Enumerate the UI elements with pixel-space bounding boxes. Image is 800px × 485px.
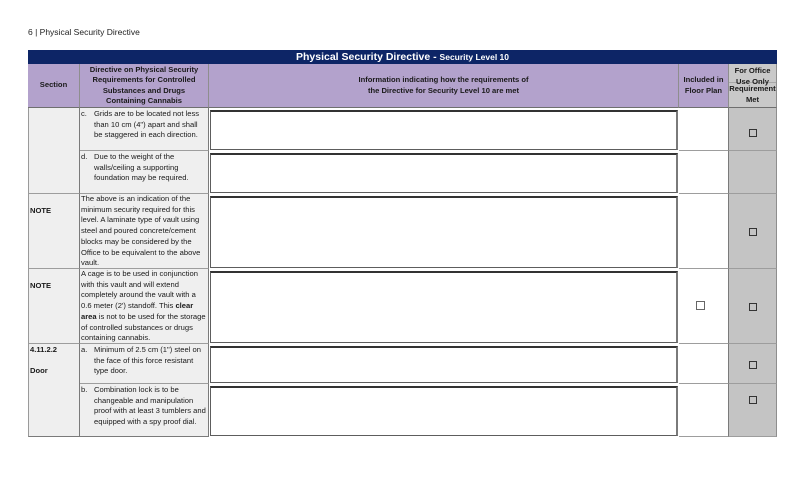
table-row xyxy=(28,384,777,437)
column-header-information-line1: Information indicating how the requirements of xyxy=(358,75,529,84)
information-input[interactable] xyxy=(210,346,678,383)
information-input[interactable] xyxy=(210,153,678,193)
column-header-requirement-met: Requirement Met xyxy=(729,84,776,104)
information-input[interactable] xyxy=(210,271,678,343)
section-subtitle: Door xyxy=(30,366,48,375)
column-header-office-use-label: For Office Use Only xyxy=(729,64,776,83)
office-use-cell xyxy=(729,108,777,151)
office-use-cell xyxy=(729,151,777,194)
requirement-met-checkbox[interactable] xyxy=(749,396,757,404)
information-cell xyxy=(209,151,679,194)
table-title-main: Physical Security Directive - xyxy=(295,51,440,63)
column-header-information xyxy=(209,64,679,108)
section-label: NOTE xyxy=(30,281,52,290)
directive-cell xyxy=(80,344,209,384)
item-label: a. xyxy=(81,345,88,354)
information-cell xyxy=(209,269,679,344)
requirement-met-checkbox[interactable] xyxy=(749,228,757,236)
information-cell xyxy=(209,384,679,437)
section-cell xyxy=(28,384,80,437)
information-input[interactable] xyxy=(210,386,678,436)
floor-plan-checkbox[interactable] xyxy=(696,301,705,310)
requirement-met-checkbox[interactable] xyxy=(749,129,757,137)
page-header: 6 | Physical Security Directive xyxy=(28,27,140,37)
section-cell xyxy=(28,269,80,344)
information-input[interactable] xyxy=(210,196,678,268)
note-text-emphasis: clear area xyxy=(81,301,194,321)
item-text: Grids are to be located not less than 10 cm (4") apart and shall be staggered in each direction. xyxy=(94,109,200,140)
note-text-part: A cage is to be used in conjunction with this vault and will extend completely around the vault with a 0.6 meter (2') standoff. This xyxy=(81,269,198,311)
floor-plan-cell xyxy=(679,194,729,269)
floor-plan-cell xyxy=(679,151,729,194)
section-cell xyxy=(28,344,80,384)
table-title-level: Security Level 10 xyxy=(439,52,510,62)
office-use-cell xyxy=(729,269,777,344)
section-cell xyxy=(28,194,80,269)
information-input[interactable] xyxy=(210,110,678,150)
information-cell xyxy=(209,344,679,384)
office-use-cell xyxy=(729,384,777,437)
directive-cell xyxy=(80,269,209,344)
note-text xyxy=(80,269,208,344)
requirement-met-checkbox[interactable] xyxy=(749,303,757,311)
table-row xyxy=(28,151,777,194)
table-row xyxy=(28,344,777,384)
section-cell xyxy=(28,108,80,151)
directive-cell xyxy=(80,384,209,437)
information-cell xyxy=(209,108,679,151)
requirement-met-checkbox[interactable] xyxy=(749,361,757,369)
item-label: b. xyxy=(81,385,88,394)
note-text-part: is not to be used for the storage of controlled substances or drugs containing cannabis. xyxy=(81,311,206,343)
item-label: d. xyxy=(81,152,88,161)
floor-plan-cell xyxy=(679,108,729,151)
office-use-cell xyxy=(729,344,777,384)
column-header-floor-plan: Included in Floor Plan xyxy=(679,64,729,108)
column-header-section: Section xyxy=(28,64,80,108)
directive-cell xyxy=(80,108,209,151)
section-label: NOTE xyxy=(30,206,52,215)
floor-plan-cell xyxy=(679,344,729,384)
table-row xyxy=(28,269,777,344)
table-title xyxy=(28,50,777,64)
floor-plan-cell xyxy=(679,269,729,344)
section-number: 4.11.2.2 xyxy=(30,345,58,354)
item-text: Minimum of 2.5 cm (1") steel on the face of this force resistant type door. xyxy=(94,345,201,376)
information-cell xyxy=(209,194,679,269)
item-label: c. xyxy=(81,109,87,118)
office-use-cell xyxy=(729,194,777,269)
column-header-information-line2: the Directive for Security Level 10 are met xyxy=(367,85,520,95)
item-text: Due to the weight of the walls/ceiling a supporting foundation may be required. xyxy=(94,152,189,183)
table-row xyxy=(28,108,777,151)
floor-plan-cell xyxy=(679,384,729,437)
table-row xyxy=(28,194,777,269)
directive-cell xyxy=(80,151,209,194)
note-text: The above is an indication of the minimum security required for this level. A laminate type of vault using steel and poured concrete/cement blocks may be considered by the Office to be equivalent to the above vault. xyxy=(81,194,201,268)
directive-cell xyxy=(80,194,209,269)
column-header-directive: Directive on Physical Security Requirements for Controlled Substances and Drugs Containing Cannabis xyxy=(80,64,209,108)
section-cell xyxy=(28,151,80,194)
item-text: Combination lock is to be changeable and manipulation proof with at least 3 tumblers and equipped with a spy proof dial. xyxy=(94,385,206,427)
column-header-office-use xyxy=(729,64,777,108)
